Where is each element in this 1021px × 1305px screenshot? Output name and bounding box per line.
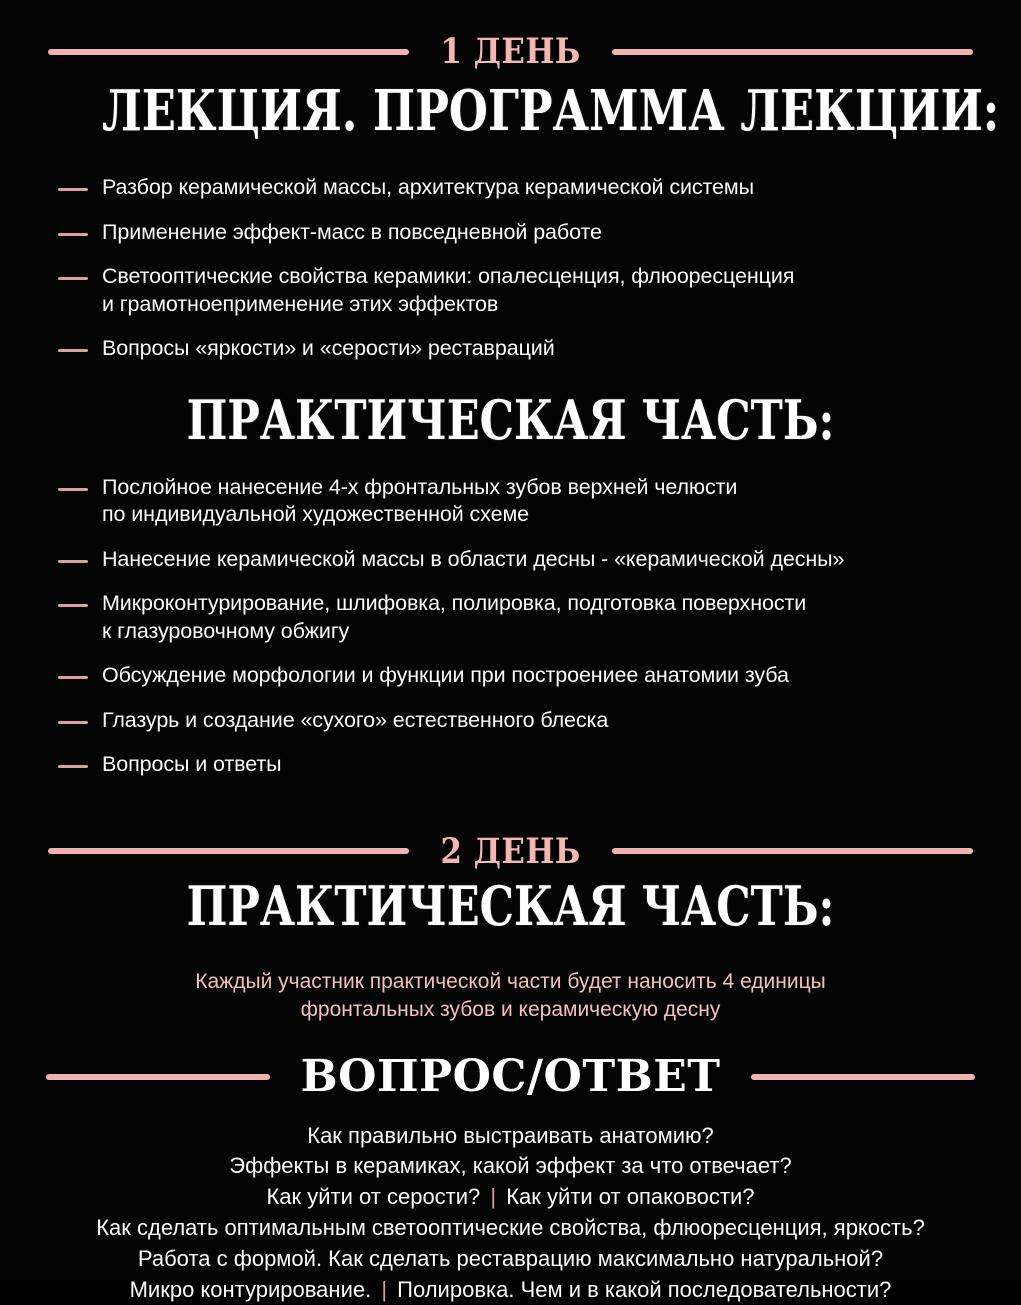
practice-item: [58, 590, 981, 645]
qa-question-line: Работа с формой. Как сделать реставрацию максимально натуральной?: [137, 1245, 884, 1271]
qa-question-line: Микро контурирование. | Полировка. Чем и в какой последовательности?: [129, 1276, 892, 1302]
dash-icon: [58, 488, 88, 491]
lecture-item-text: Разбор керамической массы, архитектура керамической системы: [102, 175, 754, 200]
qa-divider: [0, 1050, 1021, 1102]
lecture-program-heading: ЛЕКЦИЯ. ПРОГРАММА ЛЕКЦИИ:: [102, 78, 1000, 144]
dash-icon: [58, 721, 88, 724]
spacer-b: [0, 140, 1021, 174]
qa-separator: |: [381, 1276, 388, 1302]
lecture-item: [58, 335, 981, 363]
day2-practice-heading: ПРАКТИЧЕСКАЯ ЧАСТЬ:: [186, 873, 835, 938]
practice-item: [58, 751, 981, 779]
practice-item-text: Нанесение керамической массы в области десны - «керамической десны»: [102, 546, 845, 571]
lecture-item-text: Светооптические свойства керамики: опалесценция, флюоресценция и грамотноеприменение этих эффектов: [102, 264, 795, 316]
dash-icon: [58, 349, 88, 352]
dash-icon: [58, 604, 88, 607]
spacer-top: [0, 0, 1021, 34]
qa-question-line: Как правильно выстраивать анатомию?: [307, 1122, 714, 1148]
lecture-item: [58, 263, 981, 318]
divider-rule-left: [48, 49, 409, 55]
qa-question-line: Как уйти от серости? | Как уйти от опаковости?: [266, 1184, 755, 1210]
day2-label: 2 ДЕНЬ: [440, 830, 581, 872]
lecture-items-list: [0, 174, 1021, 363]
practice-item: [58, 546, 981, 574]
practice-item: [58, 662, 981, 690]
qa-heading: ВОПРОС/ОТВЕТ: [300, 1050, 721, 1102]
qa-question-line: Как сделать оптимальным светооптические свойства, флюоресценция, яркость?: [96, 1215, 925, 1241]
dash-icon: [58, 560, 88, 563]
spacer-i: [0, 1099, 1021, 1121]
practice-item-text: Обсуждение морфологии и функции при построениее анатомии зуба: [102, 663, 789, 688]
dash-icon: [58, 277, 88, 280]
spacer-e: [0, 779, 1021, 834]
practice-item-text: Микроконтурирование, шлифовка, полировка, подготовка поверхности к глазуровочному обжигу: [102, 591, 807, 643]
dash-icon: [58, 765, 88, 768]
dash-icon: [58, 676, 88, 679]
dash-icon: [58, 188, 88, 191]
qa-questions-list: [0, 1121, 1021, 1305]
practice-item-text: Глазурь и создание «сухого» естественного блеска: [102, 707, 609, 732]
lecture-item-text: Вопросы «яркости» и «серости» реставраций: [102, 336, 555, 361]
day1-label: 1 ДЕНЬ: [440, 31, 581, 72]
divider-rule-right-2: [612, 848, 973, 854]
qa-question-line: Эффекты в керамиках, какой эффект за что отвечает?: [229, 1153, 792, 1179]
practice-item: [58, 707, 981, 735]
lecture-item-text: Применение эффект-масс в повседневной работе: [102, 219, 602, 244]
divider-rule-right: [612, 49, 973, 55]
dash-icon: [58, 233, 88, 236]
qa-rule-right: [751, 1074, 975, 1080]
practice-items-list: [0, 474, 1021, 779]
practice-item-text: Послойное нанесение 4-х фронтальных зубов верхней челюсти по индивидуальной художественной схеме: [102, 474, 738, 527]
qa-rule-left: [46, 1074, 270, 1080]
practice-item: [58, 474, 981, 529]
day2-note: Каждый участник практической части будет наносить 4 единицы фронтальных зубов и керамическую десну: [195, 969, 826, 1022]
qa-separator: |: [490, 1184, 497, 1210]
spacer-g: [0, 934, 1021, 968]
day1-practice-heading: ПРАКТИЧЕСКАЯ ЧАСТЬ:: [186, 387, 835, 452]
practice-item-text: Вопросы и ответы: [102, 752, 282, 777]
lecture-item: [58, 219, 981, 247]
day1-divider: [0, 31, 1021, 72]
day2-divider: [0, 830, 1021, 872]
divider-rule-left-2: [48, 848, 409, 854]
lecture-item: [58, 174, 981, 202]
